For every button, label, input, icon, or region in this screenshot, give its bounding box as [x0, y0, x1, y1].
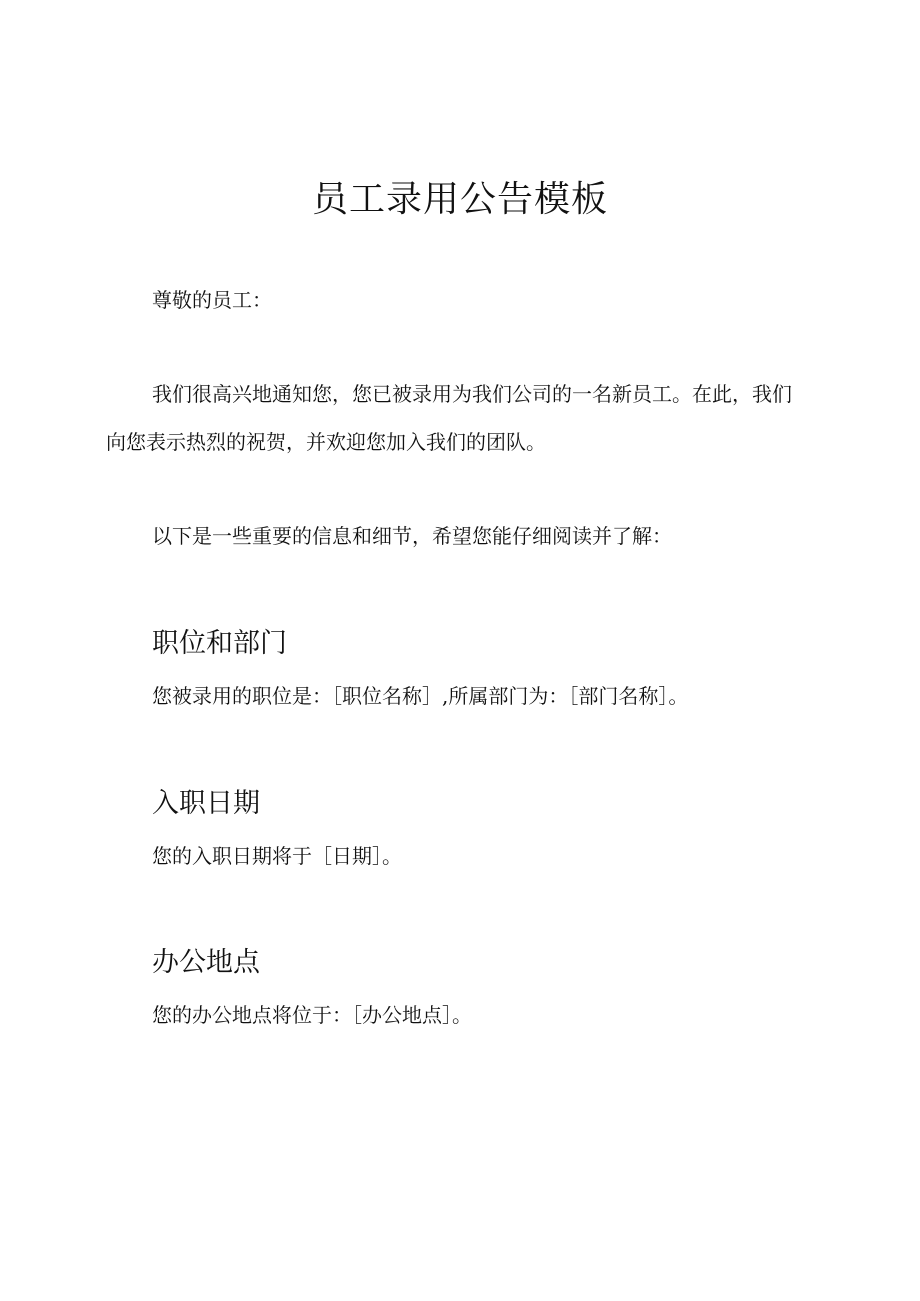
document-title: 员工录用公告模板: [311, 179, 608, 220]
section-heading-office-location: 办公地点: [152, 947, 260, 978]
intro-paragraph: 我们很高兴地通知您，您已被录用为我们公司的一名新员工。在此，我们向您表示热烈的祝贺，并欢迎您加入我们的团队。: [106, 382, 792, 454]
section-heading-start-date: 入职日期: [152, 788, 260, 819]
section-body-position: 您被录用的职位是：［职位名称］,所属部门为：［部门名称］。: [152, 684, 689, 708]
section-body-office-location: 您的办公地点将位于：［办公地点］。: [152, 1003, 472, 1027]
salutation: 尊敬的员工：: [152, 288, 272, 312]
lead-in-paragraph: 以下是一些重要的信息和细节，希望您能仔细阅读并了解：: [152, 524, 672, 548]
section-heading-position: 职位和部门: [152, 628, 287, 659]
section-body-start-date: 您的入职日期将于［日期］。: [152, 844, 402, 868]
